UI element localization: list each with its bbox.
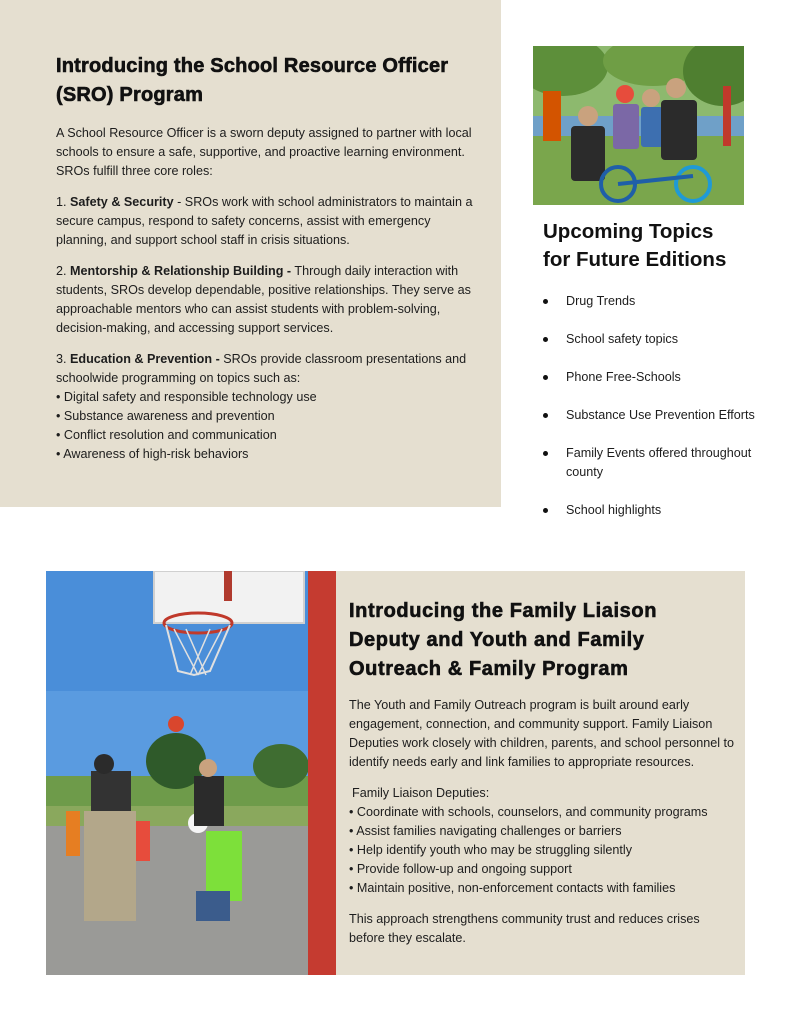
family-title-line-2: Deputy and Youth and Family bbox=[349, 629, 645, 651]
sro-title-line-1: Introducing the School Resource Officer bbox=[56, 55, 449, 77]
role-number: 2. bbox=[56, 264, 71, 278]
photo-illustration bbox=[46, 571, 336, 975]
sro-topic-item: • Substance awareness and prevention bbox=[56, 409, 275, 423]
sro-title-line-2: (SRO) Program bbox=[56, 84, 204, 106]
list-item: • Provide follow-up and ongoing support bbox=[349, 862, 572, 876]
role-number: 3. bbox=[56, 352, 71, 366]
sro-bike-photo bbox=[533, 46, 744, 205]
list-item-text: Phone Free-Schools bbox=[566, 370, 681, 384]
sro-title bbox=[56, 52, 481, 110]
family-title-line-3: Outreach & Family Program bbox=[349, 658, 629, 680]
list-item bbox=[543, 501, 773, 520]
list-item bbox=[543, 292, 773, 311]
bullet-icon bbox=[543, 299, 548, 304]
family-deputies-list bbox=[349, 784, 735, 898]
role-number: 1. bbox=[56, 195, 71, 209]
list-item-text: School safety topics bbox=[566, 332, 679, 346]
list-item bbox=[543, 406, 773, 425]
upcoming-title-line-1: Upcoming Topics bbox=[543, 220, 714, 243]
role-title: Safety & Security bbox=[70, 195, 174, 209]
sro-role-mentorship bbox=[56, 262, 481, 338]
sro-intro: A School Resource Officer is a sworn deputy assigned to partner with local schools to ensure a safe, supportive, and proactive learning environment. SROs fulfill three core roles: bbox=[56, 126, 472, 178]
upcoming-topics-title bbox=[543, 218, 773, 274]
list-item-text: Drug Trends bbox=[566, 294, 636, 308]
photo-illustration bbox=[533, 46, 744, 205]
role-text: - SROs work with school administrators to maintain a secure campus, respond to safety concerns, assist with emergency planning, and support school staff in crisis situations. bbox=[56, 195, 473, 247]
sro-topic-item: • Awareness of high-risk behaviors bbox=[56, 447, 249, 461]
upcoming-title-line-2: for Future Editions bbox=[543, 248, 727, 271]
sro-topic-list bbox=[56, 388, 481, 464]
family-title bbox=[349, 597, 735, 684]
role-text: SROs provide classroom presentations and schoolwide programming on topics such as: bbox=[56, 352, 467, 385]
bullet-icon bbox=[543, 375, 548, 380]
list-item: • Coordinate with schools, counselors, and community programs bbox=[349, 805, 708, 819]
sro-topic-item: • Digital safety and responsible technology use bbox=[56, 390, 317, 404]
family-title-line-1: Introducing the Family Liaison bbox=[349, 600, 658, 622]
family-closing: This approach strengthens community trust and reduces crises before they escalate. bbox=[349, 912, 700, 945]
upcoming-topics-list bbox=[543, 292, 773, 520]
list-item bbox=[543, 330, 773, 349]
sro-topic-item: • Conflict resolution and communication bbox=[56, 428, 277, 442]
bullet-icon bbox=[543, 451, 548, 456]
list-item: • Maintain positive, non-enforcement contacts with families bbox=[349, 881, 676, 895]
list-item: • Assist families navigating challenges or barriers bbox=[349, 824, 622, 838]
role-title: Mentorship & Relationship Building - bbox=[70, 264, 292, 278]
bullet-icon bbox=[543, 337, 548, 342]
bullet-icon bbox=[543, 413, 548, 418]
sro-role-education bbox=[56, 350, 481, 388]
list-item: • Help identify youth who may be struggling silently bbox=[349, 843, 633, 857]
sro-role-safety bbox=[56, 193, 481, 250]
sro-section bbox=[0, 0, 501, 507]
bullet-icon bbox=[543, 508, 548, 513]
role-text: Through daily interaction with students, SROs develop dependable, positive relationships. They serve as approachable mentors who can assist students with problem-solving, decision-making, and accessing support services. bbox=[56, 264, 471, 335]
list-item-text: Family Events offered throughout county bbox=[566, 446, 752, 479]
upcoming-topics bbox=[543, 218, 773, 539]
list-item-text: Substance Use Prevention Efforts bbox=[566, 408, 755, 422]
family-liaison-section bbox=[336, 571, 745, 975]
family-list-heading: Family Liaison Deputies: bbox=[352, 786, 490, 800]
family-intro: The Youth and Family Outreach program is built around early engagement, connection, and community support. Family Liaison Deputies work closely with children, parents, and school personnel to identify needs early and link families to appropriate resources. bbox=[349, 698, 735, 769]
basketball-photo bbox=[46, 571, 336, 975]
role-title: Education & Prevention - bbox=[70, 352, 220, 366]
list-item bbox=[543, 368, 773, 387]
list-item-text: School highlights bbox=[566, 503, 662, 517]
list-item bbox=[543, 444, 773, 482]
